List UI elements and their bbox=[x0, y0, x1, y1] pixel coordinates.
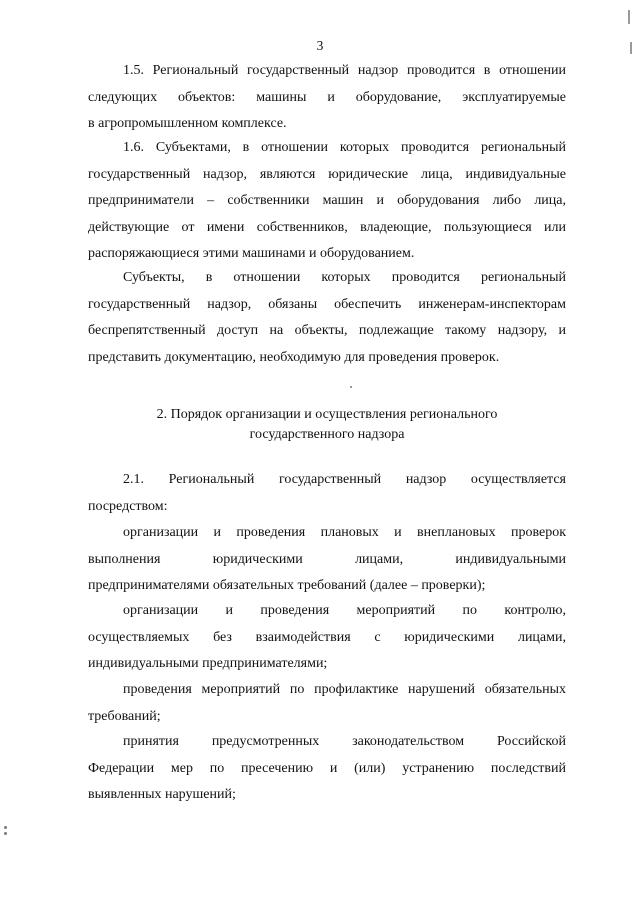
paragraph-line: Субъекты, в отношении которых проводится региональный bbox=[123, 270, 566, 285]
paragraph-2-1 bbox=[88, 467, 566, 520]
paragraph-line: индивидуальными предпринимателями; bbox=[88, 656, 328, 671]
paragraph-line: государственный надзор, обязаны обеспечить инженерам-инспекторам bbox=[88, 296, 566, 312]
paragraph-line: следующих объектов: машины и оборудование, эксплуатируемые bbox=[88, 89, 566, 105]
section-2-heading bbox=[88, 405, 566, 445]
paragraph-line: посредством: bbox=[88, 498, 168, 514]
paragraph-line: выявленных нарушений; bbox=[88, 787, 236, 802]
paragraph-line: 1.5. Региональный государственный надзор проводится в отношении bbox=[123, 63, 566, 78]
paragraph-line: действующие от имени собственников, владеющие, пользующиеся или bbox=[88, 219, 566, 235]
paragraph-line: требований; bbox=[88, 708, 161, 724]
list-item-measures bbox=[88, 729, 566, 809]
paragraph-line: в агропромышленном комплексе. bbox=[88, 116, 287, 131]
heading-line: государственного надзора bbox=[249, 427, 405, 442]
paragraph-line: 1.6. Субъектами, в отношении которых проводится региональный bbox=[123, 140, 566, 155]
paragraph-line: Федерации мер по пресечению и (или) устранению последствий bbox=[88, 760, 566, 776]
paragraph-line: распоряжающиеся этими машинами и оборудованием. bbox=[88, 246, 415, 261]
paragraph-line: предприниматели – собственники машин и оборудования либо лица, bbox=[88, 193, 566, 208]
paragraph-1-6 bbox=[88, 135, 566, 268]
scan-dust-mark bbox=[350, 386, 352, 388]
paragraph-line: предпринимателями обязательных требований (далее – проверки); bbox=[88, 578, 486, 593]
scan-edge-mark bbox=[4, 826, 7, 829]
list-item-inspections bbox=[88, 520, 566, 600]
paragraph-line: организации и проведения мероприятий по контролю, bbox=[123, 603, 566, 618]
paragraph-line: представить документацию, необходимую для проведения проверок. bbox=[88, 349, 500, 365]
list-item-prevention bbox=[88, 677, 566, 730]
scan-edge-mark bbox=[4, 832, 7, 835]
paragraph-line: 2.1. Региональный государственный надзор осуществляется bbox=[123, 472, 566, 487]
paragraph-line: принятия предусмотренных законодательством Российской bbox=[123, 734, 566, 749]
paragraph-line: осуществляемых без взаимодействия с юридическими лицами, bbox=[88, 629, 566, 645]
paragraph-subjects-obligations bbox=[88, 265, 566, 371]
paragraph-line: государственный надзор, являются юридические лица, индивидуальные bbox=[88, 166, 566, 182]
paragraph-line: проведения мероприятий по профилактике нарушений обязательных bbox=[123, 682, 566, 697]
paragraph-line: организации и проведения плановых и внеплановых проверок bbox=[123, 525, 566, 540]
paragraph-line: беспрепятственный доступ на объекты, подлежащие такому надзору, и bbox=[88, 323, 566, 338]
scan-edge-mark bbox=[630, 42, 632, 54]
paragraph-line: выполнения юридическими лицами, индивидуальными bbox=[88, 551, 566, 567]
list-item-control-measures bbox=[88, 598, 566, 678]
paragraph-1-5 bbox=[88, 58, 566, 138]
page-number: 3 bbox=[316, 38, 324, 53]
scan-edge-mark bbox=[628, 10, 630, 24]
heading-line: 2. Порядок организации и осуществления регионального bbox=[156, 407, 498, 422]
